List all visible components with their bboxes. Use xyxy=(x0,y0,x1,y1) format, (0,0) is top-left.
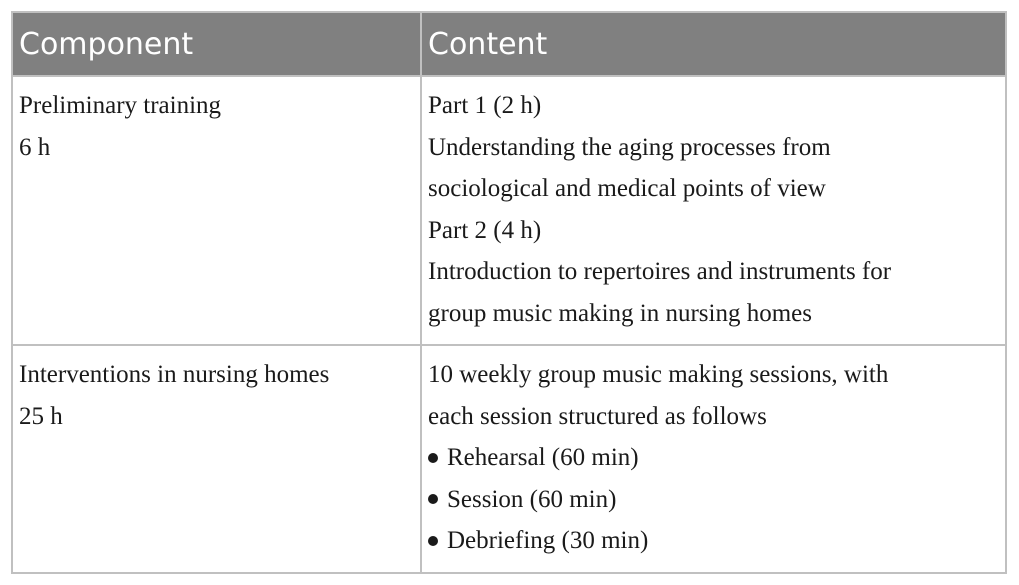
bullet-item xyxy=(428,479,999,521)
table-row xyxy=(12,76,1006,345)
header-component: Component xyxy=(12,12,421,76)
content-line: group music making in nursing homes xyxy=(428,299,812,327)
content-line: sociological and medical points of view xyxy=(428,175,826,202)
table-row xyxy=(12,345,1006,573)
header-content: Content xyxy=(421,12,1006,76)
content-line: Part 2 (4 h) xyxy=(428,216,542,244)
component-cell xyxy=(12,345,421,573)
component-cell xyxy=(12,76,421,345)
content-line: each session structured as follows xyxy=(428,402,767,430)
table-header xyxy=(12,12,1006,76)
component-name: Preliminary training xyxy=(19,92,222,119)
content-line: Introduction to repertoires and instruments for xyxy=(428,258,892,285)
content-line: Part 1 (2 h) xyxy=(428,92,542,119)
component-name: Interventions in nursing homes xyxy=(19,361,330,388)
bullet-text: Session (60 min) xyxy=(447,485,617,513)
program-components-table xyxy=(11,11,1007,574)
bullet-item xyxy=(428,437,999,479)
header-row xyxy=(12,12,1006,76)
bullet-icon xyxy=(428,453,438,463)
content-cell xyxy=(421,76,1006,345)
bullet-text: Rehearsal (60 min) xyxy=(447,444,639,471)
table-body xyxy=(12,76,1006,573)
bullet-icon xyxy=(428,494,438,504)
content-line: 10 weekly group music making sessions, with xyxy=(428,361,889,388)
bullet-item xyxy=(428,520,999,562)
bullet-text: Debriefing (30 min) xyxy=(447,527,649,554)
bullet-icon xyxy=(428,536,438,546)
component-duration: 25 h xyxy=(19,402,63,430)
component-duration: 6 h xyxy=(19,133,51,161)
content-line: Understanding the aging processes from xyxy=(428,133,831,161)
content-cell xyxy=(421,345,1006,573)
